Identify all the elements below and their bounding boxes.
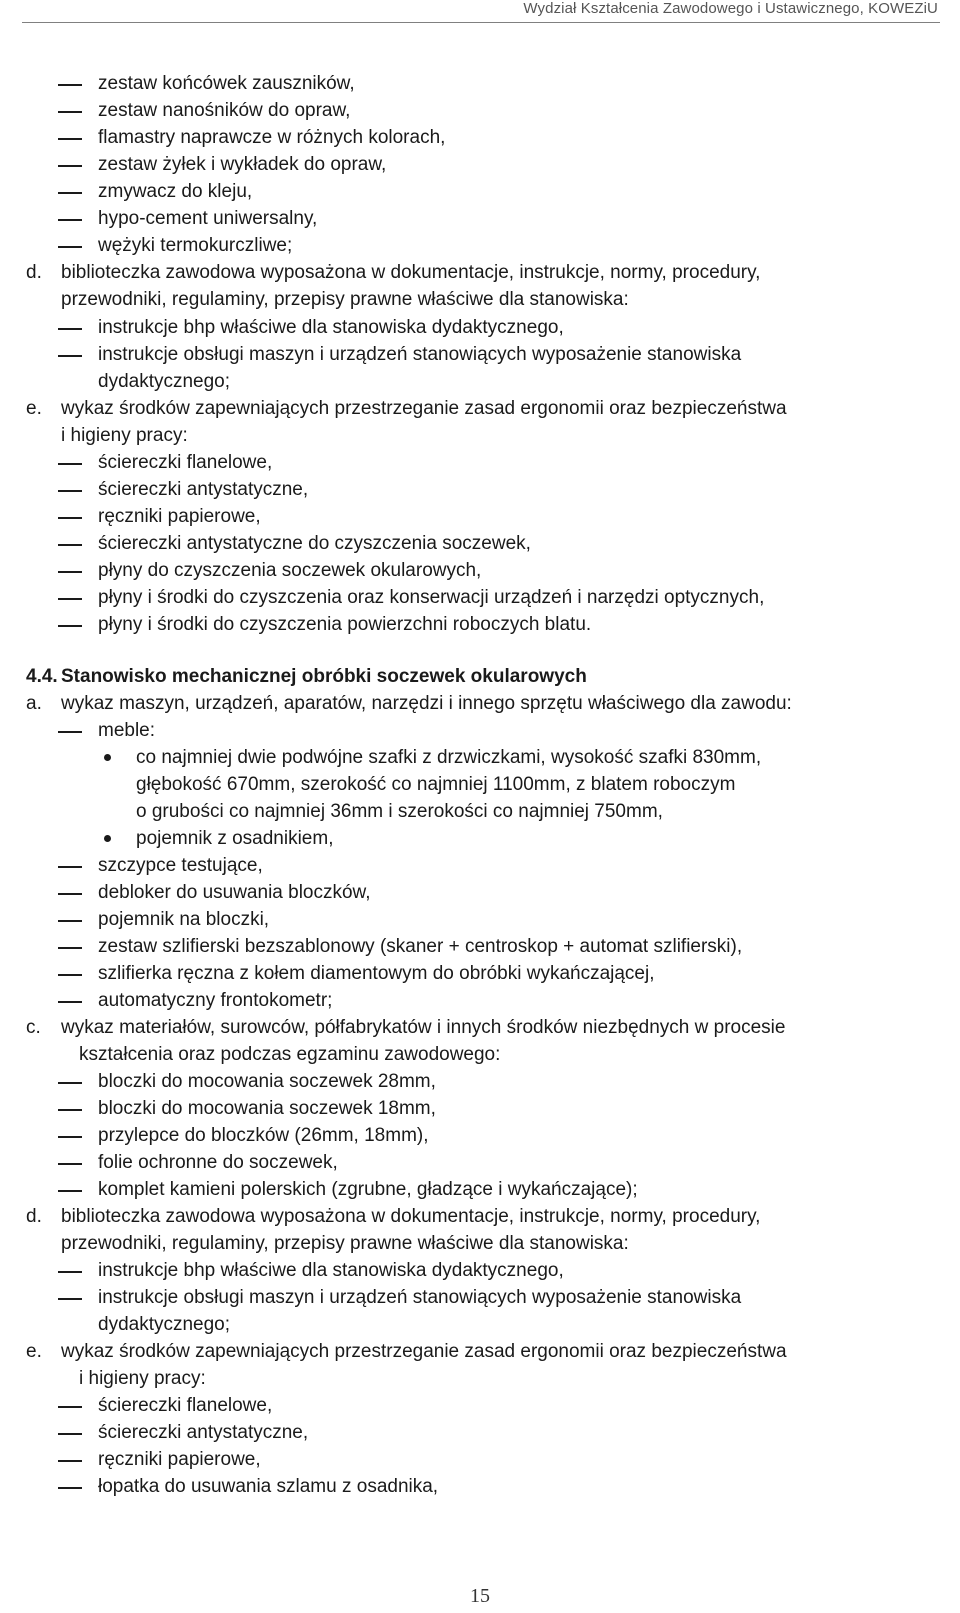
running-header: Wydział Kształcenia Zawodowego i Ustawicznego, KOWEZiU: [523, 0, 938, 17]
header-rule: [22, 22, 940, 23]
page-number: 15: [470, 1585, 490, 1607]
